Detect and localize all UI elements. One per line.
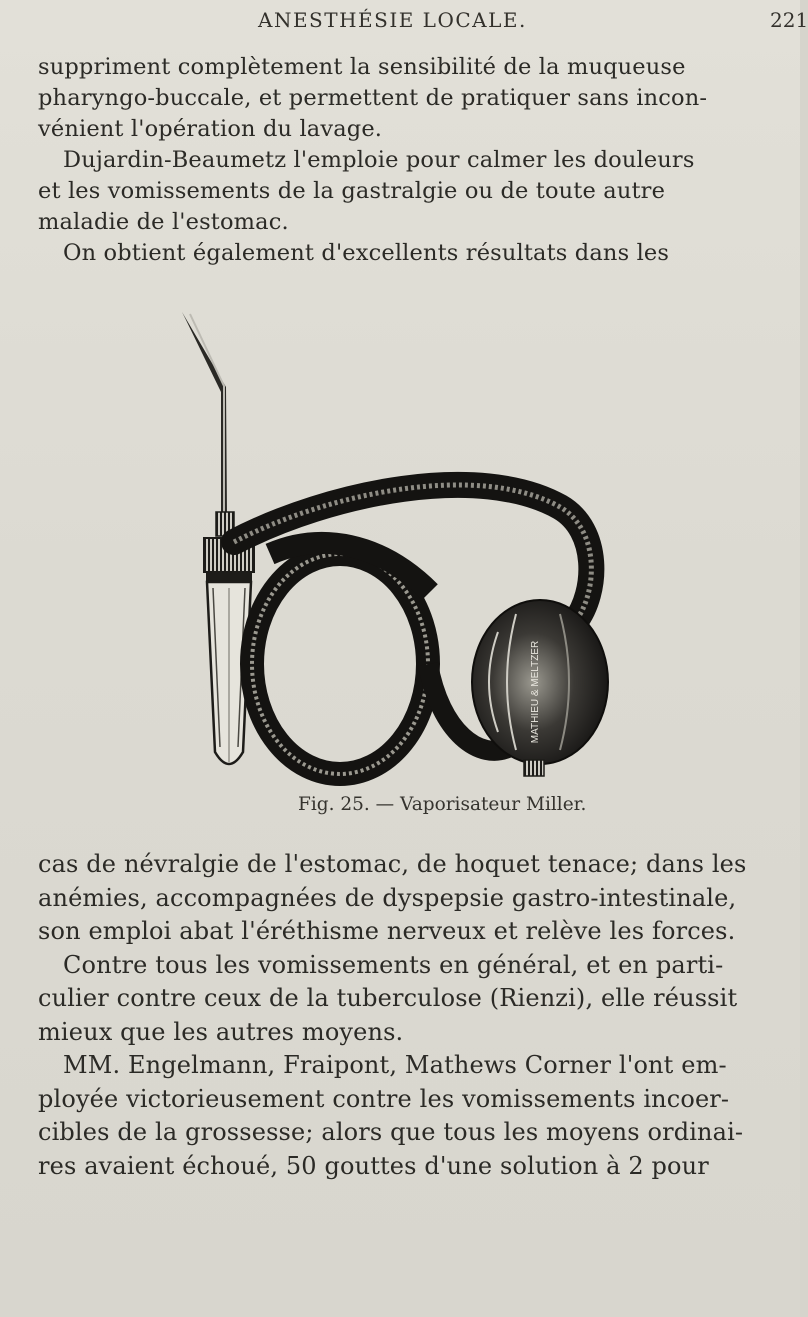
running-head: [0, 6, 808, 36]
paragraph-block-top: [38, 52, 708, 269]
text-line: cibles de la grossesse; alors que tous les moyens ordinai-: [38, 1118, 744, 1146]
text-line: Contre tous les vomissements en général, et en parti-: [63, 950, 724, 979]
nozzle: [182, 312, 234, 536]
text-line: vénient l'opération du lavage.: [38, 116, 383, 142]
text-line: MM. Engelmann, Fraipont, Mathews Corner l'ont em-: [63, 1051, 727, 1079]
figure-vaporizer: [180, 292, 640, 792]
text-line: suppriment complètement la sensibilité de la muqueuse: [38, 54, 686, 80]
text-line: pharyngo-buccale, et permettent de pratiquer sans incon-: [38, 85, 708, 111]
text-line: On obtient également d'excellents résultats dans les: [63, 240, 670, 266]
maker-mark: MATHIEU & MELTZER: [530, 640, 541, 744]
running-title: ANESTHÉSIE LOCALE.: [258, 8, 527, 32]
figure-caption: Fig. 25. — Vaporisateur Miller.: [298, 794, 587, 815]
page-number: 221: [770, 8, 808, 32]
text-line: ployée victorieusement contre les vomissements incoer-: [38, 1084, 730, 1113]
text-line: son emploi abat l'éréthisme nerveux et relève les forces.: [38, 917, 736, 945]
text-line: et les vomissements de la gastralgie ou de toute autre: [38, 178, 666, 204]
paragraph-block-bottom: [38, 848, 747, 1183]
text-line: res avaient échoué, 50 gouttes d'une solution à 2 pour: [38, 1151, 709, 1180]
text-line: culier contre ceux de la tuberculose (Rienzi), elle réussit: [38, 984, 738, 1012]
text-line: mieux que les autres moyens.: [38, 1017, 404, 1046]
text-line: anémies, accompagnées de dyspepsie gastro-intestinale,: [38, 883, 737, 912]
text-line: maladie de l'estomac.: [38, 209, 289, 235]
text-line: Dujardin-Beaumetz l'emploie pour calmer les douleurs: [63, 147, 695, 173]
vaporizer-illustration: [180, 292, 640, 792]
text-line: cas de névralgie de l'estomac, de hoquet tenace; dans les: [38, 850, 747, 878]
